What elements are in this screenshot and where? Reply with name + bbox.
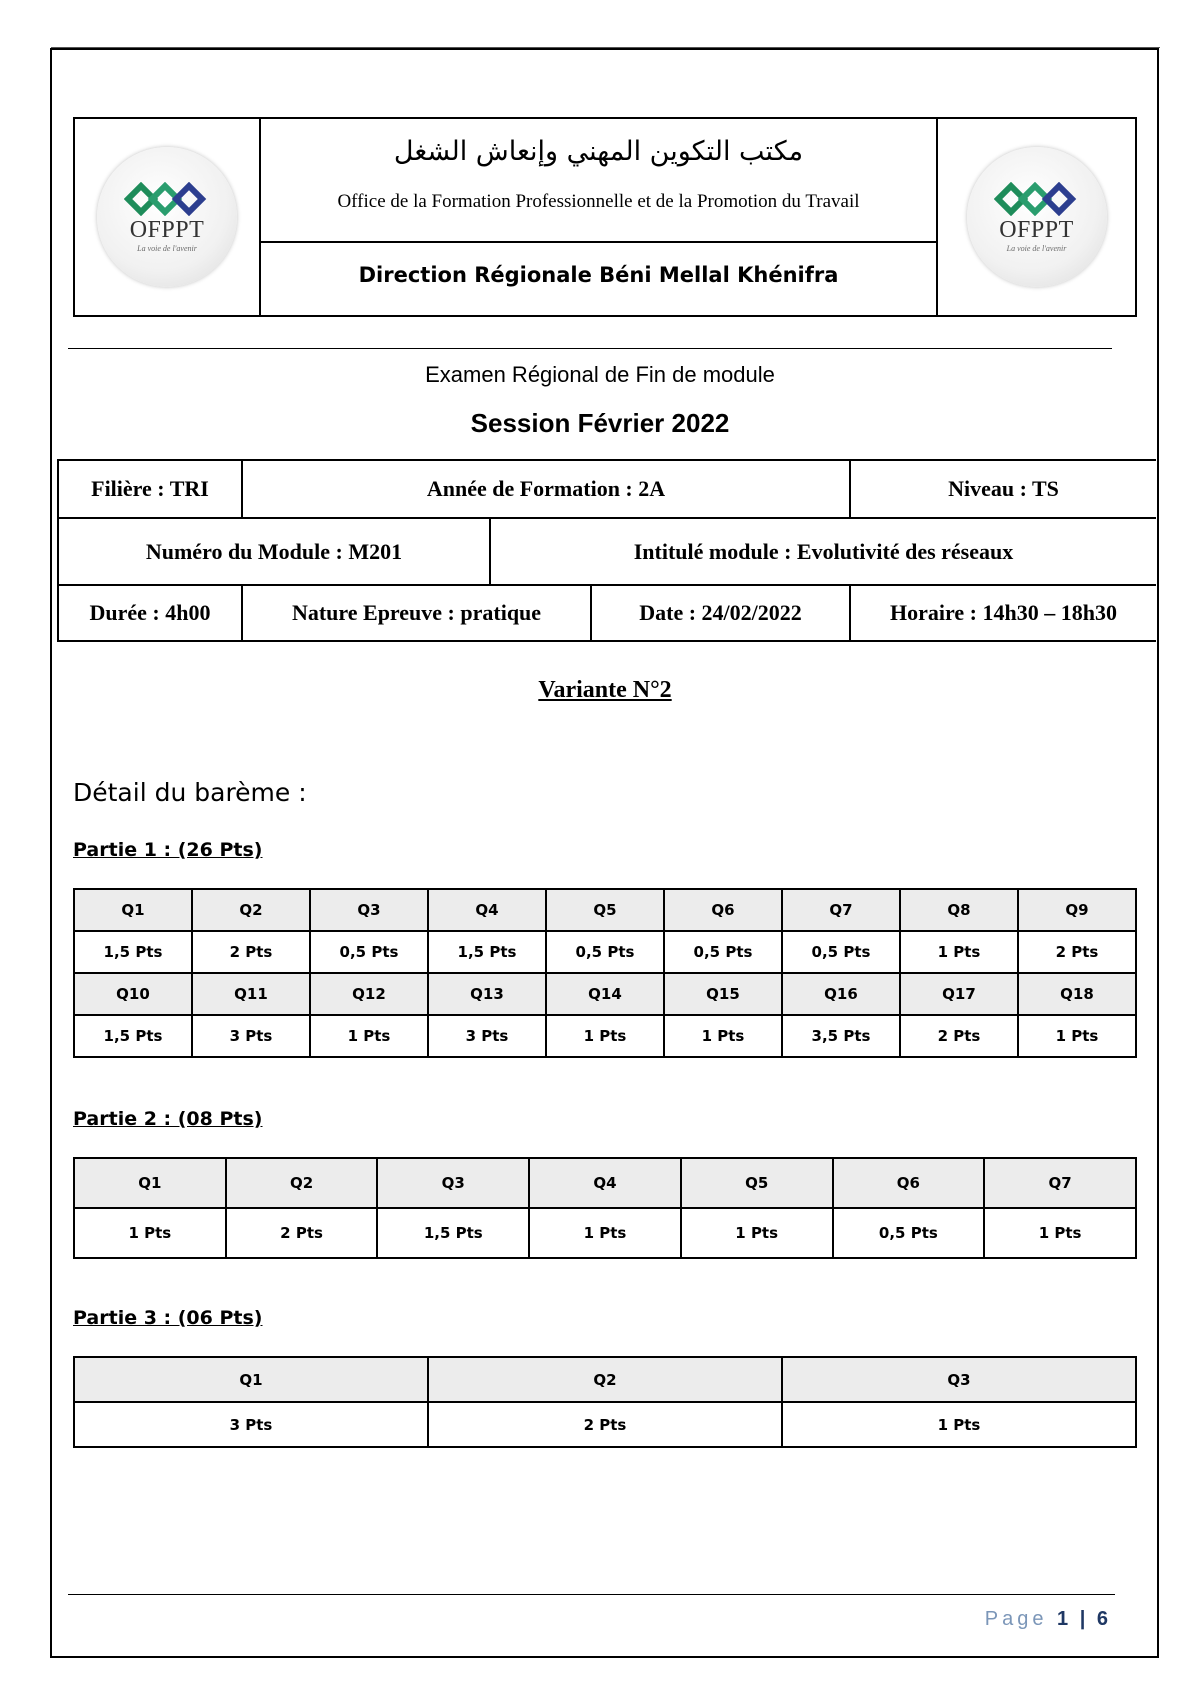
question-cell: Q17 xyxy=(900,973,1018,1015)
points-cell: 2 Pts xyxy=(226,1208,378,1258)
nature-cell: Nature Epreuve : pratique xyxy=(243,586,592,640)
ofppt-emblem-icon xyxy=(124,182,210,216)
logo-cell-left xyxy=(75,119,261,315)
numero-module-cell: Numéro du Module : M201 xyxy=(59,519,491,584)
ofppt-logo-right xyxy=(967,147,1107,287)
variante-title: Variante N°2 xyxy=(538,677,672,703)
points-cell: 0,5 Pts xyxy=(546,931,664,973)
logo-cell-right xyxy=(936,119,1135,315)
question-cell: Q5 xyxy=(546,889,664,931)
questions-row xyxy=(74,889,1136,931)
question-cell: Q10 xyxy=(74,973,192,1015)
part-1-table xyxy=(73,888,1137,1058)
points-cell: 3 Pts xyxy=(428,1015,546,1057)
points-row xyxy=(74,1015,1136,1057)
question-cell: Q14 xyxy=(546,973,664,1015)
info-row xyxy=(57,519,1156,586)
horaire-cell: Horaire : 14h30 – 18h30 xyxy=(890,600,1117,625)
part-3-table xyxy=(73,1356,1137,1448)
page-footer xyxy=(985,1608,1110,1631)
info-row xyxy=(57,461,1156,519)
question-cell: Q9 xyxy=(1018,889,1136,931)
points-cell: 2 Pts xyxy=(428,1402,782,1447)
points-row xyxy=(74,1208,1136,1258)
filiere-cell: Filière : TRI xyxy=(59,461,243,517)
footer-divider xyxy=(68,1594,1115,1595)
page-number: 1 xyxy=(1057,1608,1071,1630)
question-cell: Q18 xyxy=(1018,973,1136,1015)
questions-row xyxy=(74,1357,1136,1402)
question-cell: Q7 xyxy=(984,1158,1136,1208)
ofppt-emblem-icon xyxy=(994,182,1080,216)
part-2-title: Partie 2 : (08 Pts) xyxy=(73,1108,263,1130)
question-cell: Q12 xyxy=(310,973,428,1015)
points-cell: 1 Pts xyxy=(74,1208,226,1258)
logo-tagline: La voie de l'avenir xyxy=(1006,243,1067,253)
question-cell: Q1 xyxy=(74,1357,428,1402)
points-cell: 0,5 Pts xyxy=(782,931,900,973)
question-cell: Q15 xyxy=(664,973,782,1015)
points-cell: 3 Pts xyxy=(192,1015,310,1057)
ofppt-logo-left xyxy=(97,147,237,287)
exam-title: Examen Régional de Fin de module xyxy=(425,362,775,387)
question-cell: Q13 xyxy=(428,973,546,1015)
header-center xyxy=(261,119,936,315)
points-cell: 1 Pts xyxy=(984,1208,1136,1258)
question-cell: Q16 xyxy=(782,973,900,1015)
question-cell: Q11 xyxy=(192,973,310,1015)
question-cell: Q2 xyxy=(192,889,310,931)
points-cell: 2 Pts xyxy=(1018,931,1136,973)
points-cell: 2 Pts xyxy=(192,931,310,973)
info-row xyxy=(57,586,1156,642)
points-cell: 1 Pts xyxy=(782,1402,1136,1447)
logo-text: OFPPT xyxy=(999,216,1074,243)
question-cell: Q7 xyxy=(782,889,900,931)
duree-cell: Durée : 4h00 xyxy=(59,586,243,640)
annee-cell: Année de Formation : 2A xyxy=(243,461,851,517)
points-cell: 1,5 Pts xyxy=(428,931,546,973)
points-cell: 3,5 Pts xyxy=(782,1015,900,1057)
points-cell: 1,5 Pts xyxy=(74,1015,192,1057)
points-cell: 1 Pts xyxy=(546,1015,664,1057)
points-cell: 1 Pts xyxy=(1018,1015,1136,1057)
part-1-title: Partie 1 : (26 Pts) xyxy=(73,839,263,861)
part-3-title: Partie 3 : (06 Pts) xyxy=(73,1307,263,1329)
session-title: Session Février 2022 xyxy=(470,408,730,438)
question-cell: Q1 xyxy=(74,889,192,931)
points-cell: 0,5 Pts xyxy=(664,931,782,973)
points-cell: 0,5 Pts xyxy=(310,931,428,973)
direction-name: Direction Régionale Béni Mellal Khénifra xyxy=(358,263,839,287)
points-cell: 3 Pts xyxy=(74,1402,428,1447)
question-cell: Q3 xyxy=(782,1357,1136,1402)
points-cell: 1 Pts xyxy=(529,1208,681,1258)
header-divider xyxy=(68,348,1112,349)
intitule-module-cell: Intitulé module : Evolutivité des réseaux xyxy=(633,538,1014,564)
question-cell: Q2 xyxy=(428,1357,782,1402)
points-row xyxy=(74,1402,1136,1447)
points-cell: 2 Pts xyxy=(900,1015,1018,1057)
question-cell: Q1 xyxy=(74,1158,226,1208)
question-cell: Q6 xyxy=(833,1158,985,1208)
part-2-table xyxy=(73,1157,1137,1259)
question-cell: Q4 xyxy=(428,889,546,931)
logo-text: OFPPT xyxy=(129,216,205,243)
points-cell: 1 Pts xyxy=(681,1208,833,1258)
points-cell: 0,5 Pts xyxy=(833,1208,985,1258)
points-cell: 1,5 Pts xyxy=(74,931,192,973)
question-cell: Q3 xyxy=(310,889,428,931)
page-separator: | xyxy=(1079,1608,1088,1630)
niveau-cell: Niveau : TS xyxy=(948,476,1059,501)
office-name: Office de la Formation Professionnelle et de la Promotion du Travail xyxy=(261,183,936,243)
header-block xyxy=(73,117,1137,317)
question-cell: Q5 xyxy=(681,1158,833,1208)
page-word: Page xyxy=(984,1608,1048,1630)
question-cell: Q3 xyxy=(377,1158,529,1208)
question-cell: Q4 xyxy=(529,1158,681,1208)
exam-info-table xyxy=(57,459,1156,642)
questions-row xyxy=(74,1158,1136,1208)
points-cell: 1,5 Pts xyxy=(377,1208,529,1258)
logo-tagline: La voie de l'avenir xyxy=(137,243,197,253)
question-cell: Q2 xyxy=(226,1158,378,1208)
total-pages: 6 xyxy=(1096,1608,1110,1630)
points-cell: 1 Pts xyxy=(900,931,1018,973)
date-cell: Date : 24/02/2022 xyxy=(592,586,851,640)
question-cell: Q6 xyxy=(664,889,782,931)
arabic-title: مكتب التكوين المهني وإنعاش الشغل xyxy=(393,135,804,167)
detail-bareme-title: Détail du barème : xyxy=(73,778,307,807)
questions-row xyxy=(74,973,1136,1015)
points-cell: 1 Pts xyxy=(664,1015,782,1057)
question-cell: Q8 xyxy=(900,889,1018,931)
points-cell: 1 Pts xyxy=(310,1015,428,1057)
points-row xyxy=(74,931,1136,973)
